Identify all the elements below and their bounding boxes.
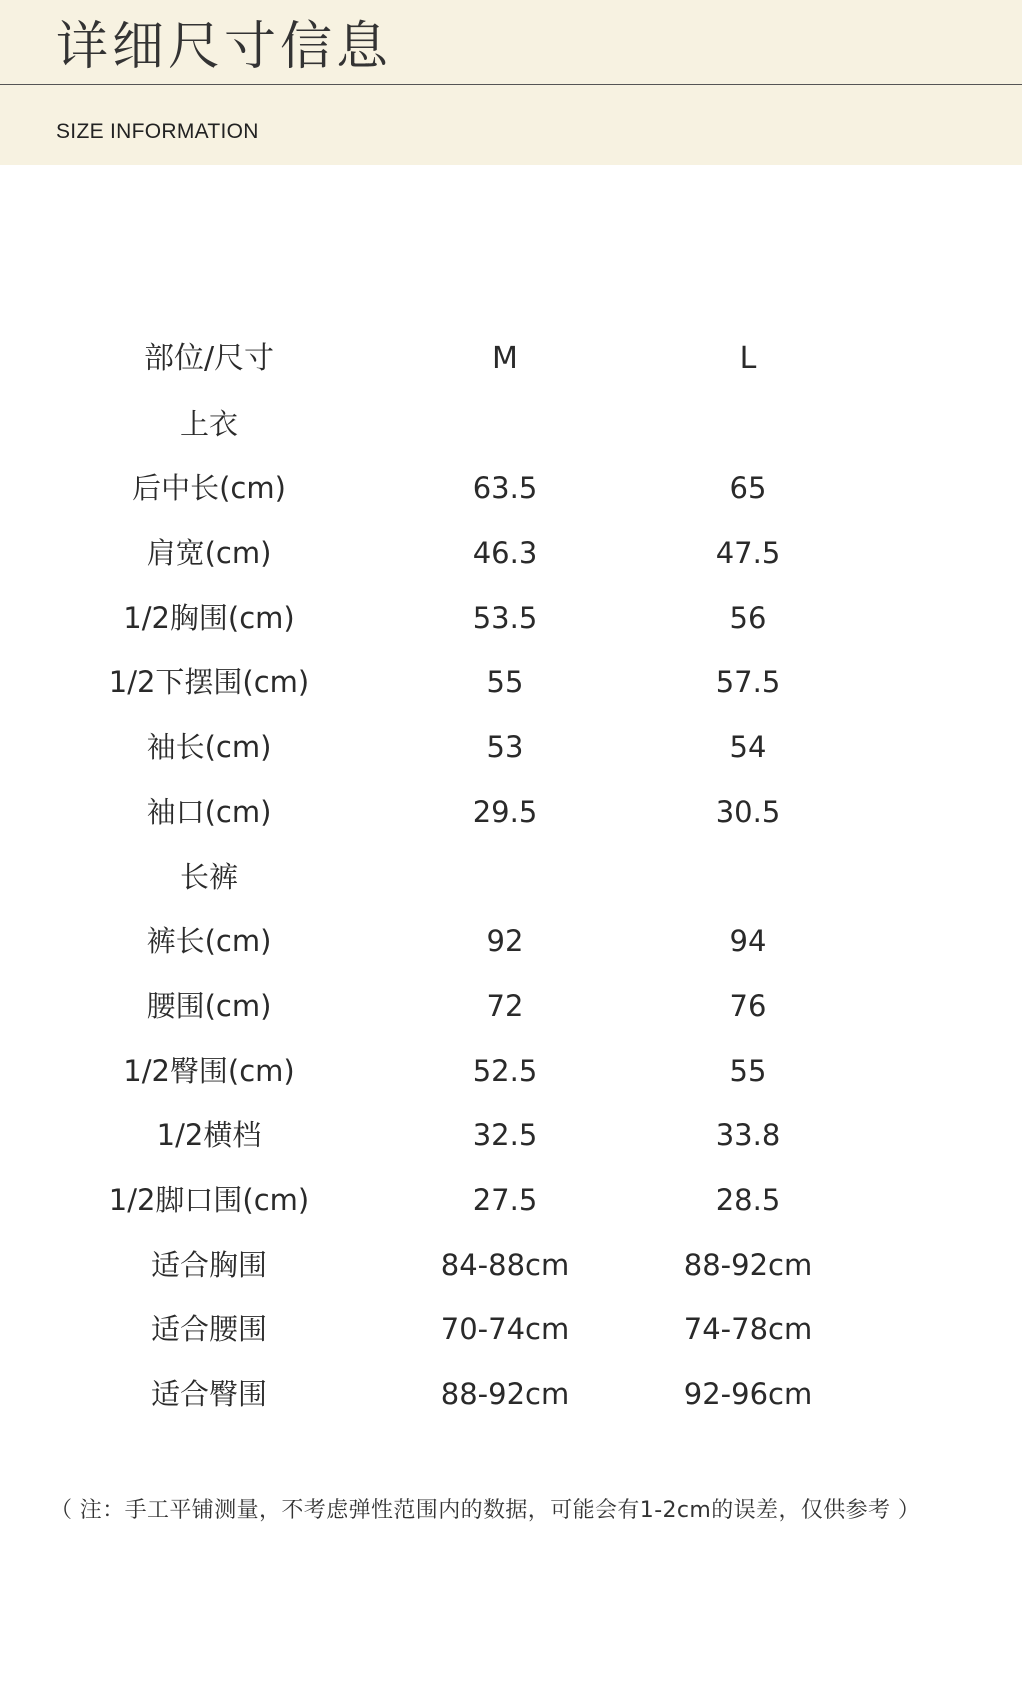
row-label: 适合胸围	[150, 1247, 268, 1282]
table-row	[0, 1103, 1024, 1168]
row-label: 1/2脚口围(cm)	[108, 1182, 310, 1217]
row-label: 1/2横档	[156, 1118, 262, 1153]
cell-l: 56	[729, 600, 767, 635]
row-label: 适合臀围	[150, 1377, 268, 1411]
table-row	[0, 1362, 1024, 1427]
row-label: 裤长(cm)	[146, 924, 272, 959]
table-row	[0, 1233, 1024, 1298]
table-row	[0, 974, 1024, 1039]
row-label: 1/2臀围(cm)	[123, 1053, 295, 1088]
cell-l: 92-96cm	[683, 1377, 813, 1411]
column-header-m: M	[492, 341, 518, 376]
cell-m: 52.5	[472, 1053, 538, 1088]
row-label: 上衣	[179, 406, 239, 441]
row-label: 腰围(cm)	[146, 988, 272, 1023]
cell-m: 53.5	[472, 600, 538, 635]
measurement-footnote: （ 注：手工平铺测量，不考虑弹性范围内的数据，可能会有1-2cm的误差，仅供参考 ）	[50, 1498, 921, 1523]
cell-m: 53	[486, 730, 524, 765]
cell-m: 70-74cm	[440, 1312, 570, 1347]
row-label: 袖口(cm)	[146, 794, 272, 829]
row-label: 肩宽(cm)	[146, 536, 272, 571]
table-row	[0, 715, 1024, 780]
table-row	[0, 1039, 1024, 1104]
cell-l: 28.5	[715, 1182, 781, 1217]
cell-l: 30.5	[715, 794, 781, 829]
row-label: 1/2下摆围(cm)	[108, 665, 310, 700]
cell-l: 55	[729, 1053, 767, 1088]
row-label: 适合腰围	[150, 1312, 268, 1347]
page-title: 详细尺寸信息	[56, 17, 393, 77]
cell-l: 54	[729, 730, 767, 765]
row-label: 袖长(cm)	[146, 730, 272, 765]
cell-m: 84-88cm	[440, 1247, 570, 1282]
row-label: 后中长(cm)	[132, 471, 286, 506]
cell-l: 76	[729, 988, 767, 1023]
table-row	[0, 909, 1024, 974]
cell-l: 33.8	[715, 1118, 781, 1153]
cell-l: 47.5	[715, 536, 781, 571]
cell-l: 88-92cm	[683, 1247, 813, 1282]
row-label: 1/2胸围(cm)	[123, 600, 295, 635]
cell-m: 32.5	[472, 1118, 538, 1153]
table-row	[0, 780, 1024, 845]
table-row	[0, 845, 1024, 910]
table-row	[0, 586, 1024, 651]
page-subtitle: SIZE INFORMATION	[56, 120, 259, 143]
cell-m: 92	[486, 924, 524, 959]
table-row	[0, 456, 1024, 521]
cell-m: 88-92cm	[440, 1377, 570, 1411]
table-header-row	[0, 327, 1024, 392]
cell-m: 46.3	[472, 536, 538, 571]
size-table	[0, 327, 1024, 1427]
header-banner	[0, 0, 1022, 165]
table-row	[0, 521, 1024, 586]
cell-l: 57.5	[715, 665, 781, 700]
table-row	[0, 650, 1024, 715]
cell-m: 63.5	[472, 471, 538, 506]
cell-m: 27.5	[472, 1182, 538, 1217]
column-header-l: L	[739, 341, 757, 376]
cell-l: 65	[729, 471, 767, 506]
column-header-part: 部位/尺寸	[143, 341, 275, 376]
cell-m: 72	[486, 988, 524, 1023]
cell-l: 74-78cm	[683, 1312, 813, 1347]
cell-l: 94	[729, 924, 767, 959]
table-row	[0, 392, 1024, 457]
table-row	[0, 1297, 1024, 1362]
cell-m: 55	[486, 665, 524, 700]
cell-m: 29.5	[472, 794, 538, 829]
table-row	[0, 1168, 1024, 1233]
header-divider	[0, 84, 1022, 85]
row-label: 长裤	[179, 859, 239, 894]
